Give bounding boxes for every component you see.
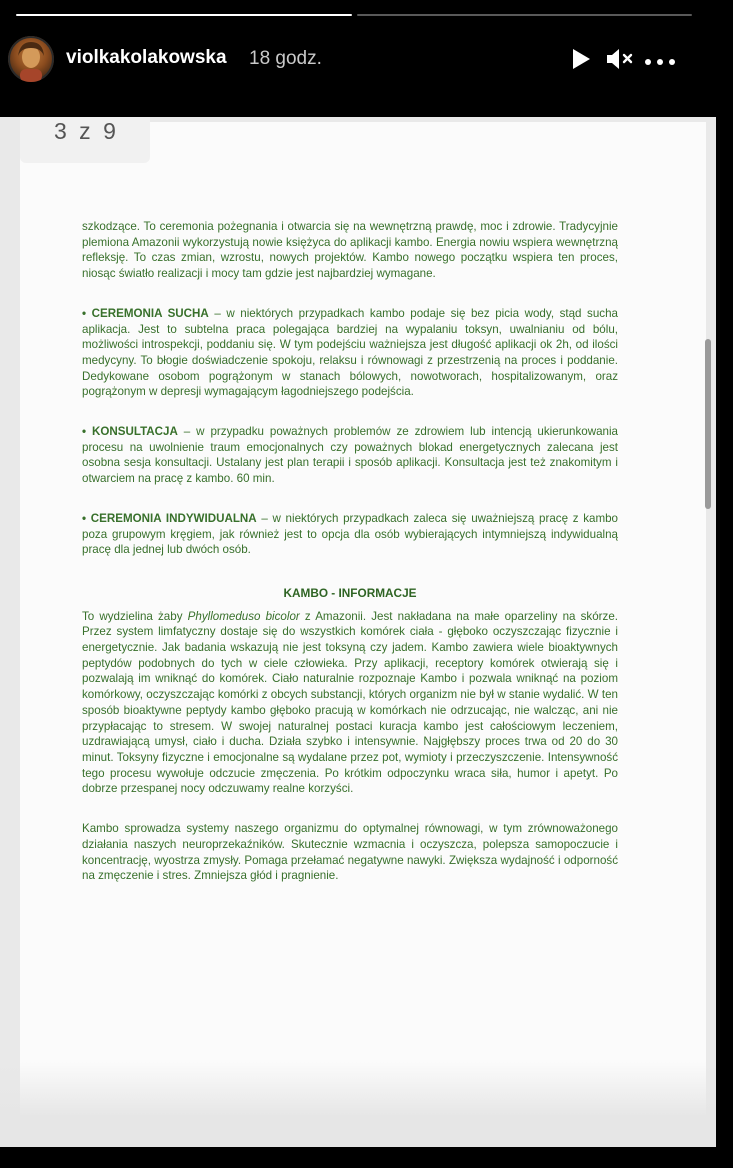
text-kambo-info-start: To wydzielina żaby bbox=[82, 609, 188, 623]
avatar[interactable] bbox=[8, 36, 54, 82]
paragraph-kambo-balance: Kambo sprowadza systemy naszego organizmu do optymalnej równowagi, w tym zrównoważonego działania naszych neuroprzekaźników. Skutecznie wzmacnia i oczyszcza, polepsza samopoczucie i koncentrację, wyostrza zmysły. Pomaga przełamać negatywne nawyki. Zwiększa wydajność i odporność na zmęczenie i stres. Zmniejsza głód i pragnienie. bbox=[82, 822, 618, 883]
page-indicator: 3 z 9 bbox=[54, 118, 119, 144]
mute-icon[interactable] bbox=[605, 47, 635, 71]
species-name: Phyllomeduso bicolor bbox=[187, 609, 300, 623]
progress-segment bbox=[357, 14, 693, 16]
heading-ceremonia-indywidualna: • CEREMONIA INDYWIDUALNA bbox=[82, 511, 257, 525]
paragraph-intro: szkodzące. To ceremonia pożegnania i otwarcia się na wewnętrzną prawdę, moc i zdrowie. Tradycyjnie plemiona Amazonii wykorzystują nowie księżyca do aplikacji kambo. Energia nowiu wspiera wewnętrzną refleksję. To czas zmian, wzrostu, nowych projektów. Kambo nowego początku wspiera ten proces, niosąc światło realizacji i mocy tam gdzie jest najbardziej wymagane. bbox=[82, 220, 618, 281]
section-title: KAMBO - INFORMACJE bbox=[283, 585, 417, 600]
heading-ceremonia-sucha: • CEREMONIA SUCHA bbox=[82, 306, 209, 320]
right-edge bbox=[716, 0, 733, 1168]
heading-konsultacja: • KONSULTACJA bbox=[82, 425, 178, 439]
story-header bbox=[0, 30, 716, 90]
timestamp: 18 godz. bbox=[249, 48, 322, 69]
document-text bbox=[82, 219, 618, 884]
page-indicator-tab bbox=[20, 117, 150, 163]
text-konsultacja: – w przypadku poważnych problemów ze zdrowiem lub intencją ukierunkowania procesu na uwolnienie traum emocjonalnych czy poważnych blokad energetycznych zalecana jest osobna sesja konsultacji. Ustalany jest plan terapii i sposób aplikacji. Konsultacja jest też znakomitym i otwarciem na pracę z kambo. 60 min. bbox=[82, 425, 618, 486]
progress-segment bbox=[16, 14, 352, 16]
paragraph-kambo-info bbox=[82, 609, 618, 797]
scrollbar-thumb[interactable] bbox=[705, 339, 711, 509]
story-photo bbox=[0, 117, 716, 1147]
paragraph-ceremonia-sucha bbox=[82, 306, 618, 400]
more-icon[interactable] bbox=[643, 54, 679, 64]
bottom-fade bbox=[0, 1062, 716, 1147]
username[interactable]: violkakolakowska bbox=[66, 47, 227, 68]
scrollbar-track[interactable] bbox=[704, 127, 714, 1137]
paragraph-ceremonia-indywidualna bbox=[82, 511, 618, 558]
paragraph-konsultacja bbox=[82, 424, 618, 487]
text-ceremonia-indywidualna: – w niektórych przypadkach zaleca się uważniejszą pracę z kambo poza grupowym kręgiem, jak również jest to opcja dla osób wybierających intymniejszą indywidualną pracę dla jednej lub dwóch osób. bbox=[82, 511, 618, 557]
text-kambo-info-rest: z Amazonii. Jest nakładana na małe oparzeliny na skórze. Przez system limfatyczny dostaje się do wszystkich komórek ciała - głęboko oczyszczając fizycznie i energetycznie. Jak badania wskazują nie jest toksyną czy jadem. Kambo zawiera wiele bioaktywnych peptydów podobnych do tych w ciele człowieka. Przy aplikacji, receptory komórek otwierają się i pozwalają im wniknąć do komórek. Ciało naturalnie rozpoznaje Kambo i pozwala wniknąć na poziom komórkowy, oczyszczając komórki z obcych substancji, których organizm nie był w stanie wydalić. W ten sposób bioaktywne peptydy kambo głęboko pracują w komórkach nie odrzucając, nie walcząc, ani nie przypłacając to stresem. W swojej naturalnej postaci kuracja kambo jest całościowym leczeniem, uzdrawiającą umysł, ciało i ducha. Działa szybko i intensywnie. Najgłębszy proces trwa od 20 do 30 minut. Toksyny fizyczne i emocjonalne są wydalane przez pot, wymioty i przeczyszczenie. Intensywność tego procesu wywołuje odczucie zmęczenia. Po krótkim odpoczynku wraca siła, humor i apetyt. Po dobrze przespanej nocy odczuwamy realne korzyści. bbox=[82, 609, 618, 796]
story-progress-bar bbox=[16, 14, 692, 16]
text-ceremonia-sucha: – w niektórych przypadkach kambo podaje się bez picia wody, stąd sucha aplikacja. Jest to subtelna praca polegająca bardziej na wypalaniu toksyn, uwalnianiu od bólu, możliwości introspekcji, poddaniu się. W tym podejściu ważniejsza jest długość aplikacji ok 2h, od ilości medycyny. To błogie doświadczenie spokoju, relaksu i równowagi z przestrzenią na proces i poddanie. Dedykowane osobom pogrążonym w stanach bólowych, nowotworach, hospitalizowanym, oraz pogrążonym w depresji wymagającym łagodniejszego podejścia. bbox=[82, 306, 618, 399]
play-icon[interactable] bbox=[570, 48, 592, 70]
